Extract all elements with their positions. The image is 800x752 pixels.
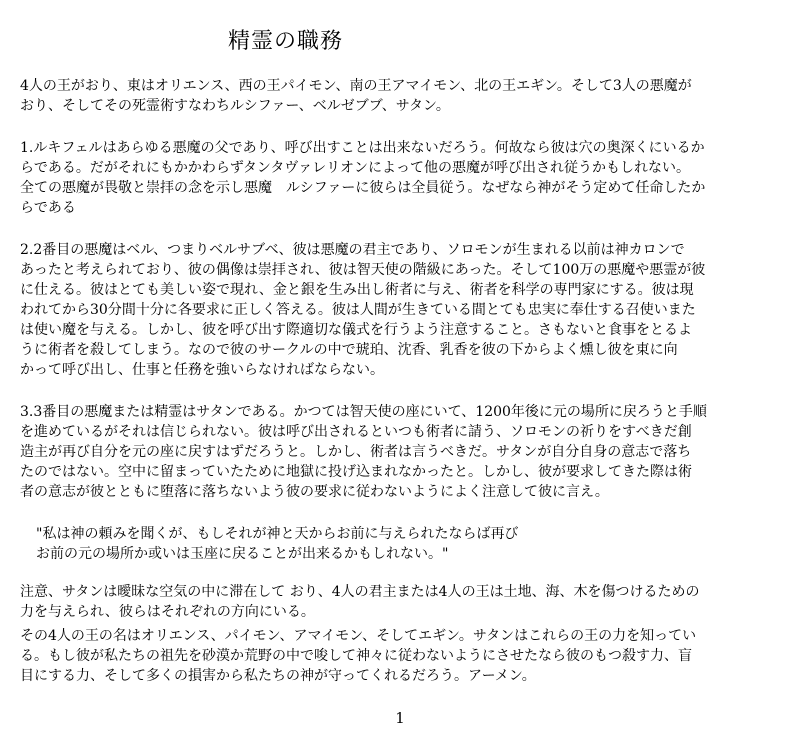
paragraph-gap [20, 380, 788, 402]
paragraph-gap [20, 502, 788, 524]
text-line: る。もし彼が私たちの祖先を砂漠か荒野の中で唆して神々に従わないようにさせたなら彼のもつ殺す力、盲 [20, 648, 692, 664]
paragraph-lucifer [20, 138, 788, 218]
text-line: 造主が再び自分を元の座に戻すはずだろうと。しかし、術者は言うべきだ。サタンが自分自身の意志で落ち [20, 444, 692, 460]
text-line: 4人の王がおり、東はオリエンス、西の王パイモン、南の王アマイモン、北の王エギン。そして3人の悪魔が [20, 78, 692, 94]
paragraph-quote [20, 524, 788, 564]
text-line: らである [20, 200, 76, 216]
paragraph-gap [20, 116, 788, 138]
text-line: 力を与えられ、彼らはそれぞれの方向にいる。 [20, 604, 315, 620]
paragraph-beelzebub [20, 240, 788, 380]
text-line: 注意、サタンは曖昧な空気の中に滞在して おり、4人の君主または4人の王は土地、海、木を傷つけるための [20, 584, 700, 600]
text-line: その4人の王の名はオリエンス、パイモン、アマイモン、そしてエギン。サタンはこれらの王の力を知ってい [20, 628, 697, 644]
text-line: 1.ルキフェルはあらゆる悪魔の父であり、呼び出すことは出来ないだろう。何故なら彼は穴の奥深くにいるか [20, 140, 705, 156]
body-text [20, 76, 788, 686]
text-line: は使い魔を与える。しかし、彼を呼び出す際適切な儀式を行うよう注意すること。さもないと食事をとるよ [20, 322, 692, 338]
text-line: らである。だがそれにもかかわらずタンタヴァレリオンによって他の悪魔が呼び出され従うかもしれない。 [20, 160, 691, 176]
text-line: かって呼び出し、仕事と任務を強いらなければならない。 [20, 362, 384, 378]
text-line: 目にする力、そして多くの損害から私たちの神が守ってくれるだろう。アーメン。 [20, 668, 536, 684]
paragraph-gap [20, 218, 788, 240]
page-title: 精霊の職務 [228, 29, 344, 54]
text-line: に仕える。彼はとても美しい姿で現れ、金と銀を生み出し術者に与え、術者を科学の専門家にする。彼は現 [20, 282, 694, 298]
text-line: あったと考えられており、彼の偶像は崇拝され、彼は智天使の階級にあった。そして100万の悪魔や悪霊が彼 [20, 262, 706, 278]
text-line: お前の元の場所か或いは玉座に戻ることが出来るかもしれない。" [36, 546, 449, 562]
paragraph-intro [20, 76, 788, 116]
text-line: を進めているがそれは信じられない。彼は呼び出されるといつも術者に請う、ソロモンの祈りをすべきだ創 [20, 424, 692, 440]
text-line: 2.2番目の悪魔はベル、つまりベルサブベ、彼は悪魔の君主であり、ソロモンが生まれる以前は神カロンで [20, 242, 685, 258]
paragraph-satan [20, 402, 788, 502]
text-line: われてから30分間十分に各要求に正しく答える。彼は人間が生きている間とても忠実に奉仕する召使いまた [20, 302, 696, 318]
text-line: 者の意志が彼とともに堕落に落ちないよう彼の要求に従わないようによく注意して彼に言え。 [20, 484, 609, 500]
text-line: 3.3番目の悪魔または精霊はサタンである。かつては智天使の座にいて、1200年後に元の場所に戻ろうと手順 [20, 404, 707, 420]
text-line: おり、そしてその死霊術すなわちルシファー、ベルゼブブ、サタン。 [20, 98, 450, 114]
paragraph-kings [20, 626, 788, 686]
text-line: "私は神の頼みを聞くが、もしそれが神と天からお前に与えられたならば再び [36, 526, 519, 542]
text-line: たのではない。空中に留まっていたために地獄に投げ込まれなかったと。しかし、彼が要求してきた際は術 [20, 464, 692, 480]
text-line: うに術者を殺してしまう。なので彼のサークルの中で琥珀、沈香、乳香を彼の下からよく燻し彼を東に向 [20, 342, 678, 358]
page-number: 1 [395, 709, 405, 727]
paragraph-note [20, 582, 788, 622]
text-line: 全ての悪魔が畏敬と崇拝の念を示し悪魔 ルシファーに彼らは全員従う。なぜなら神がそう定めて任命したか [20, 180, 706, 196]
paragraph-gap [20, 564, 788, 582]
